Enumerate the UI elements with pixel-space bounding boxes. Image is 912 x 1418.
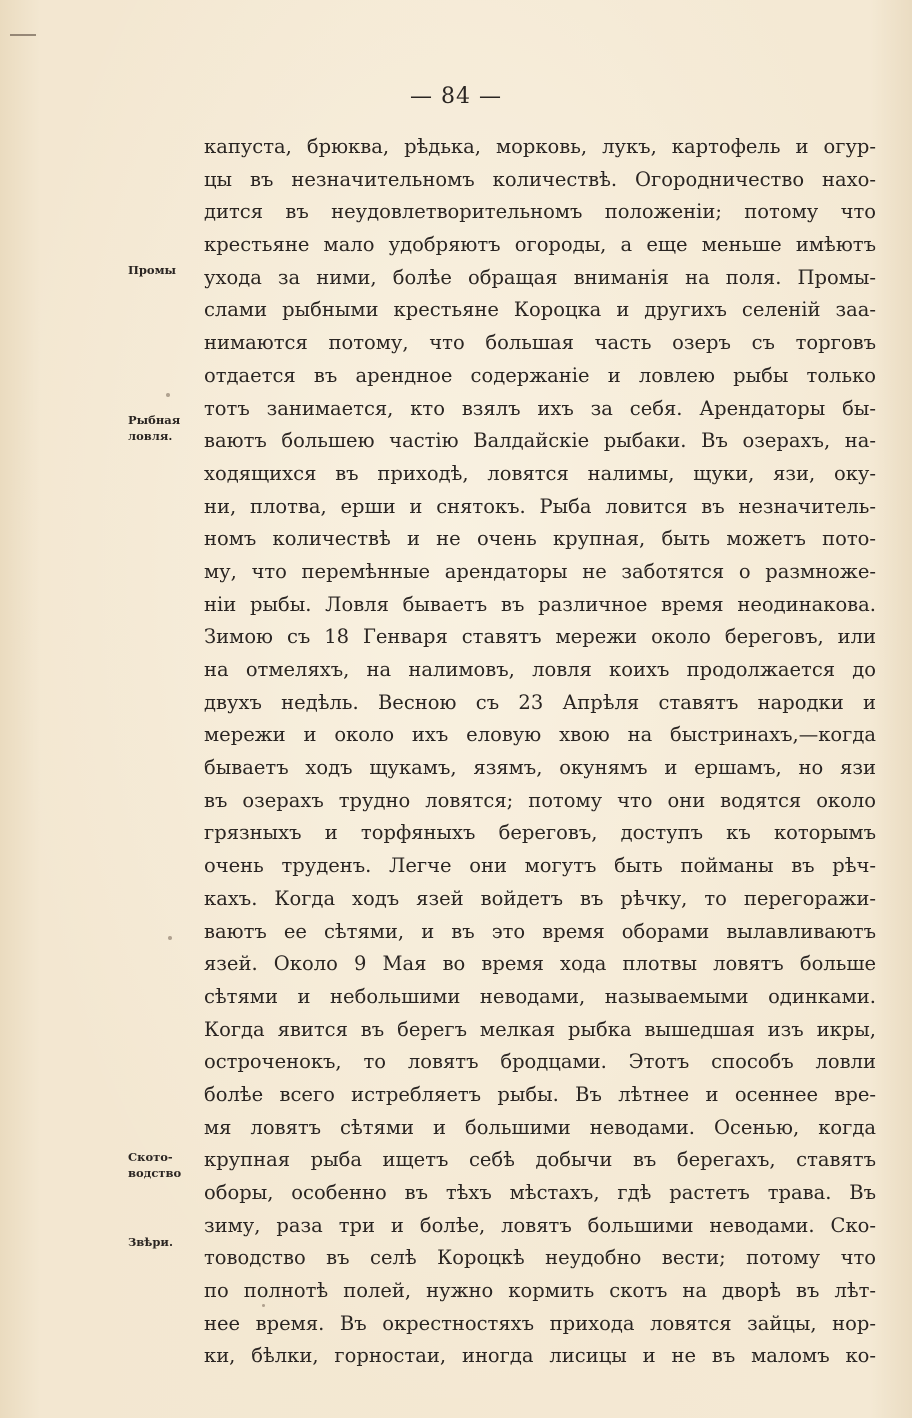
text-line: нее время. Въ окрестностяхъ прихода ловятся зайцы, нор- [204, 1311, 876, 1335]
text-line: мя ловятъ сѣтями и большими неводами. Осенью, когда [204, 1115, 876, 1139]
page-number: — 84 — [410, 84, 502, 109]
text-line: оборы, особенно въ тѣхъ мѣстахъ, гдѣ растетъ трава. Въ [204, 1181, 876, 1204]
margin-note-promy: Промы [128, 263, 177, 277]
paper-speck [168, 936, 172, 940]
text-line: бываетъ ходъ щукамъ, язямъ, окунямъ и ершамъ, но язи [204, 756, 876, 780]
margin-note-cattle: Ското- водство [128, 1150, 182, 1180]
text-line: язей. Около 9 Мая во время хода плотвы ловятъ больше [204, 952, 876, 976]
text-line: капуста, брюква, рѣдька, морковь, лукъ, картофель и огур- [204, 135, 876, 158]
text-line: мережи и около ихъ еловую хвою на быстринахъ,—когда [204, 723, 876, 747]
margin-note-animals: Звѣри. [128, 1235, 173, 1249]
text-line: крупная рыба ищетъ себѣ добычи въ берегахъ, ставятъ [204, 1148, 876, 1172]
text-line: по полнотѣ полей, нужно кормить скотъ на дворѣ въ лѣт- [204, 1279, 876, 1303]
text-line: ходящихся въ приходѣ, ловятся налимы, щуки, язи, оку- [204, 461, 876, 485]
text-line: номъ количествѣ и не очень крупная, быть можетъ пото- [204, 527, 876, 551]
body-text [204, 131, 876, 1373]
text-line: въ озерахъ трудно ловятся; потому что они водятся около [204, 788, 876, 812]
paper-speck [166, 393, 170, 397]
text-line: сѣтями и небольшими неводами, называемыми одинками. [204, 984, 876, 1008]
text-line: крестьяне мало удобряютъ огороды, а еще меньше имѣютъ [204, 233, 876, 257]
text-line: цы въ незначительномъ количествѣ. Огородничество нахо- [204, 167, 876, 191]
text-line: на отмеляхъ, на налимовъ, ловля коихъ продолжается до [204, 658, 876, 681]
text-line: ни, плотва, ерши и снятокъ. Рыба ловится въ незначитель- [204, 494, 876, 518]
text-line: зиму, раза три и болѣе, ловятъ большими неводами. Ско- [204, 1213, 876, 1237]
text-line: му, что перемѣнные арендаторы не заботятся о размноже- [204, 559, 876, 583]
text-line: ухода за ними, болѣе обращая вниманія на поля. Промы- [204, 265, 876, 289]
text-line: двухъ недѣль. Весною съ 23 Апрѣля ставятъ народки и [204, 690, 876, 714]
text-line: Зимою съ 18 Генваря ставятъ мережи около береговъ, или [204, 625, 876, 649]
text-line: болѣе всего истребляетъ рыбы. Въ лѣтнее и осеннее вре- [204, 1082, 876, 1106]
text-line: ніи рыбы. Ловля бываетъ въ различное время неодинакова. [204, 592, 876, 616]
text-line: отдается въ арендное содержаніе и ловлею рыбы только [204, 363, 876, 387]
text-line: грязныхъ и торфяныхъ береговъ, доступъ къ которымъ [204, 821, 876, 845]
text-line: ваютъ большею частію Валдайскіе рыбаки. Въ озерахъ, на- [204, 429, 876, 453]
text-line: остроченокъ, то ловятъ бродцами. Этотъ способъ ловли [204, 1050, 876, 1074]
text-line: дится въ неудовлетворительномъ положеніи; потому что [204, 200, 876, 224]
paper-speck [262, 1304, 265, 1307]
text-line: тотъ занимается, кто взялъ ихъ за себя. Арендаторы бы- [204, 396, 876, 420]
text-line: нимаются потому, что большая часть озеръ съ торговъ [204, 331, 876, 355]
text-line: ваютъ ее сѣтями, и въ это время оборами вылавливаютъ [204, 919, 876, 943]
corner-pen-mark [10, 34, 36, 36]
text-line: кахъ. Когда ходъ язей войдетъ въ рѣчку, то перегоражи- [204, 886, 876, 910]
text-line: товодство въ селѣ Короцкѣ неудобно вести; потому что [204, 1246, 876, 1270]
text-line: очень труденъ. Легче они могутъ быть пойманы въ рѣч- [204, 854, 876, 878]
text-line: Когда явится въ берегъ мелкая рыбка вышедшая изъ икры, [204, 1017, 876, 1041]
text-line: ки, бѣлки, горностаи, иногда лисицы и не въ маломъ ко- [204, 1344, 876, 1368]
margin-note-fishing: Рыбная ловля. [128, 413, 181, 443]
text-line: слами рыбными крестьяне Короцка и другихъ селеній заа- [204, 298, 876, 322]
